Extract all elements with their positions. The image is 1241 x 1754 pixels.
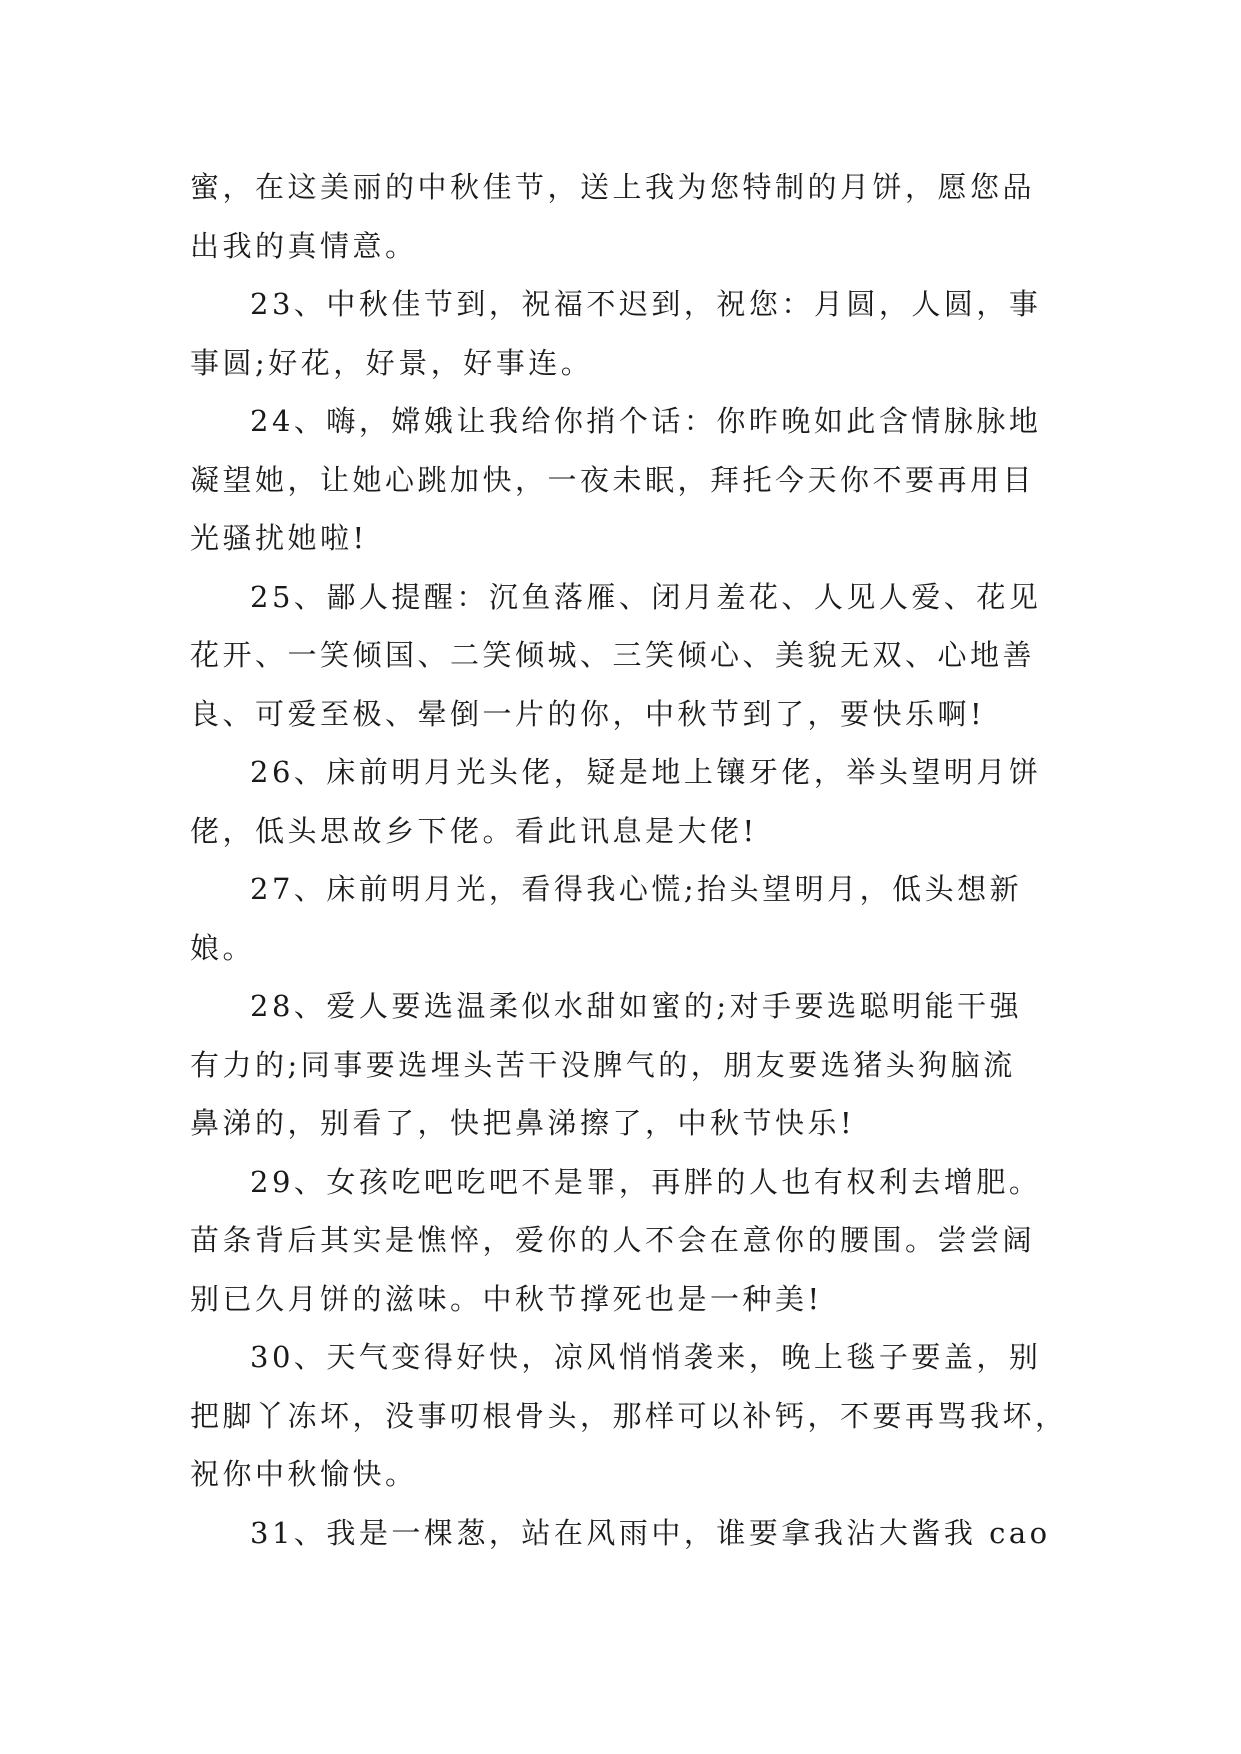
paragraph-line: 祝你中秋愉快。 — [190, 1457, 418, 1491]
paragraph-first-line: 25、鄙人提醒：沉鱼落雁、闭月羞花、人见人爱、花见 — [250, 579, 1042, 614]
paragraph-line: 凝望她，让她心跳加快，一夜未眠，拜托今天你不要再用目 — [190, 462, 1036, 497]
paragraph-line: 蜜，在这美丽的中秋佳节，送上我为您特制的月饼，愿您品 — [190, 170, 1036, 204]
paragraph-line: 娘。 — [190, 930, 256, 965]
paragraph-line: 别已久月饼的滋味。中秋节撑死也是一种美! — [190, 1281, 823, 1316]
paragraph-first-line: 24、嗨，嫦娥让我给你捎个话：你昨晚如此含情脉脉地 — [250, 404, 1042, 438]
paragraph-first-line: 31、我是一棵葱，站在风雨中，谁要拿我沾大酱我 cao — [250, 1515, 1051, 1550]
paragraph-line: 良、可爱至极、晕倒一片的你，中秋节到了，要快乐啊! — [190, 696, 986, 731]
paragraph-line: 鼻涕的，别看了，快把鼻涕擦了，中秋节快乐! — [190, 1106, 856, 1140]
paragraph-first-line: 27、床前明月光，看得我心慌;抬头望明月，低头想新 — [250, 872, 1023, 906]
paragraph-line: 佬，低头思故乡下佬。看此讯息是大佬! — [190, 813, 758, 848]
paragraph-line: 有力的;同事要选埋头苦干没脾气的，朋友要选猪头狗脑流 — [190, 1047, 1016, 1082]
paragraph-line: 光骚扰她啦! — [190, 521, 368, 555]
paragraph-first-line: 28、爱人要选温柔似水甜如蜜的;对手要选聪明能干强 — [250, 989, 1023, 1023]
paragraph-first-line: 29、女孩吃吧吃吧不是罪，再胖的人也有权利去增肥。 — [250, 1164, 1042, 1199]
paragraph-first-line: 26、床前明月光头佬，疑是地上镶牙佬，举头望明月饼 — [250, 755, 1042, 789]
paragraph-first-line: 23、中秋佳节到，祝福不迟到，祝您：月圆，人圆，事 — [250, 287, 1042, 321]
paragraph-line: 花开、一笑倾国、二笑倾城、三笑倾心、美貌无双、心地善 — [190, 638, 1036, 672]
paragraph-line: 出我的真情意。 — [190, 228, 418, 263]
paragraph-line: 苗条背后其实是憔悴，爱你的人不会在意你的腰围。尝尝阔 — [190, 1223, 1036, 1257]
paragraph-line: 事圆;好花，好景，好事连。 — [190, 345, 594, 380]
document-body — [190, 158, 1070, 1562]
paragraph-line: 把脚丫冻坏，没事叨根骨头，那样可以补钙，不要再骂我坏， — [190, 1398, 1068, 1433]
paragraph-first-line: 30、天气变得好快，凉风悄悄袭来，晚上毯子要盖，别 — [250, 1340, 1042, 1374]
